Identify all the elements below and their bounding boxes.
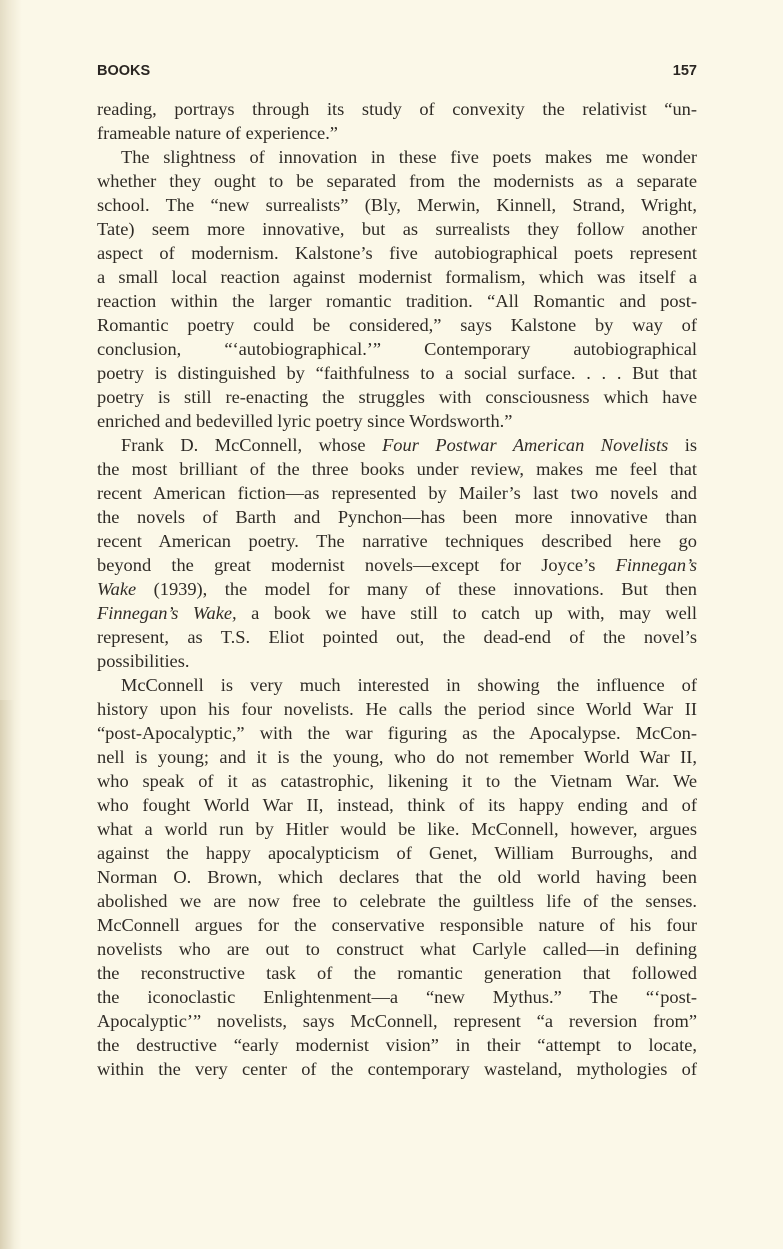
text-segment: history upon his four novelists. He calls the period since World War II <box>97 699 697 719</box>
page-number: 157 <box>672 63 697 79</box>
text-segment: within the very center of the contemporary wasteland, mythologies of <box>97 1059 697 1079</box>
text-segment: reading, portrays through its study of convexity the relativist “un- <box>97 99 697 119</box>
text-line <box>97 433 697 457</box>
section-title: BOOKS <box>97 63 151 79</box>
text-segment: school. The “new surrealists” (Bly, Merwin, Kinnell, Strand, Wright, <box>97 195 697 215</box>
text-segment: is <box>668 435 697 455</box>
text-segment: recent American fiction—as represented by Mailer’s last two novels and <box>97 483 697 503</box>
text-segment: who speak of it as catastrophic, likening it to the Vietnam War. We <box>97 771 697 791</box>
text-line <box>97 817 697 841</box>
text-line <box>97 697 697 721</box>
text-line <box>97 169 697 193</box>
text-line <box>97 913 697 937</box>
text-segment: recent American poetry. The narrative techniques described here go <box>97 531 697 551</box>
text-line <box>97 385 697 409</box>
text-line <box>97 145 697 169</box>
text-line <box>97 985 697 1009</box>
text-segment: McConnell argues for the conservative responsible nature of his four <box>97 915 697 935</box>
text-segment: what a world run by Hitler would be like. McConnell, however, argues <box>97 819 697 839</box>
text-line <box>97 625 697 649</box>
text-line <box>97 361 697 385</box>
text-line <box>97 505 697 529</box>
text-segment: conclusion, “‘autobiographical.’” Contemporary autobiographical <box>97 339 697 359</box>
text-segment: beyond the great modernist novels—except for Joyce’s <box>97 555 616 575</box>
text-segment: poetry is still re-enacting the struggles with consciousness which have <box>97 387 697 407</box>
text-line <box>97 409 697 433</box>
text-segment: against the happy apocalypticism of Genet, William Burroughs, and <box>97 843 697 863</box>
text-segment: the destructive “early modernist vision” in their “attempt to locate, <box>97 1035 697 1055</box>
text-segment: poetry is distinguished by “faithfulness to a social surface. . . . But that <box>97 363 697 383</box>
text-line <box>97 601 697 625</box>
text-segment: nell is young; and it is the young, who do not remember World War II, <box>97 747 697 767</box>
text-segment: Tate) seem more innovative, but as surrealists they follow another <box>97 219 697 239</box>
text-line <box>97 745 697 769</box>
text-line <box>97 577 697 601</box>
text-line <box>97 937 697 961</box>
italic-title: Wake <box>97 579 137 599</box>
text-segment: “post-Apocalyptic,” with the war figuring as the Apocalypse. McCon- <box>97 723 697 743</box>
text-line <box>97 529 697 553</box>
running-head <box>97 63 697 83</box>
text-segment: the iconoclastic Enlightenment—a “new Mythus.” The “‘post- <box>97 987 697 1007</box>
text-segment: reaction within the larger romantic tradition. “All Romantic and post- <box>97 291 697 311</box>
text-segment: who fought World War II, instead, think of its happy ending and of <box>97 795 697 815</box>
text-segment: a book we have still to catch up with, may well <box>236 603 697 623</box>
text-segment: whether they ought to be separated from the modernists as a separate <box>97 171 697 191</box>
text-line <box>97 241 697 265</box>
text-line <box>97 337 697 361</box>
text-segment: Frank D. McConnell, whose <box>121 435 383 455</box>
text-line <box>97 1009 697 1033</box>
text-line <box>97 649 697 673</box>
body-text <box>97 97 697 1081</box>
text-line <box>97 841 697 865</box>
text-segment: The slightness of innovation in these five poets makes me wonder <box>121 147 697 167</box>
text-segment: represent, as T.S. Eliot pointed out, the dead-end of the novel’s <box>97 627 697 647</box>
text-segment: the most brilliant of the three books under review, makes me feel that <box>97 459 697 479</box>
text-line <box>97 769 697 793</box>
text-line <box>97 289 697 313</box>
text-line <box>97 457 697 481</box>
text-line <box>97 217 697 241</box>
text-line <box>97 1033 697 1057</box>
text-segment: Apocalyptic’” novelists, says McConnell, represent “a reversion from” <box>97 1011 697 1031</box>
text-line <box>97 481 697 505</box>
italic-title: Finnegan’s <box>615 555 697 575</box>
text-line <box>97 793 697 817</box>
text-line <box>97 553 697 577</box>
text-line <box>97 313 697 337</box>
text-line <box>97 673 697 697</box>
text-segment: enriched and bedevilled lyric poetry since Wordsworth.” <box>97 411 513 431</box>
text-segment: the reconstructive task of the romantic generation that followed <box>97 963 697 983</box>
text-segment: Norman O. Brown, which declares that the old world having been <box>97 867 697 887</box>
text-line <box>97 193 697 217</box>
italic-title: Finnegan’s Wake, <box>97 603 237 623</box>
text-segment: frameable nature of experience.” <box>97 123 338 143</box>
text-line <box>97 265 697 289</box>
text-line <box>97 865 697 889</box>
text-line <box>97 889 697 913</box>
text-segment: McConnell is very much interested in showing the influence of <box>121 675 697 695</box>
italic-title: Four Postwar American Novelists <box>382 435 669 455</box>
text-line <box>97 121 697 145</box>
text-segment: abolished we are now free to celebrate the guiltless life of the senses. <box>97 891 697 911</box>
text-line <box>97 961 697 985</box>
text-segment: (1939), the model for many of these innovations. But then <box>136 579 697 599</box>
page-binding-edge <box>0 700 14 1249</box>
text-segment: possibilities. <box>97 651 190 671</box>
text-line <box>97 721 697 745</box>
text-line <box>97 1057 697 1081</box>
text-segment: aspect of modernism. Kalstone’s five autobiographical poets represent <box>97 243 697 263</box>
text-segment: Romantic poetry could be considered,” says Kalstone by way of <box>97 315 697 335</box>
text-segment: a small local reaction against modernist formalism, which was itself a <box>97 267 697 287</box>
text-line <box>97 97 697 121</box>
text-segment: novelists who are out to construct what Carlyle called—in defining <box>97 939 697 959</box>
text-segment: the novels of Barth and Pynchon—has been more innovative than <box>97 507 697 527</box>
